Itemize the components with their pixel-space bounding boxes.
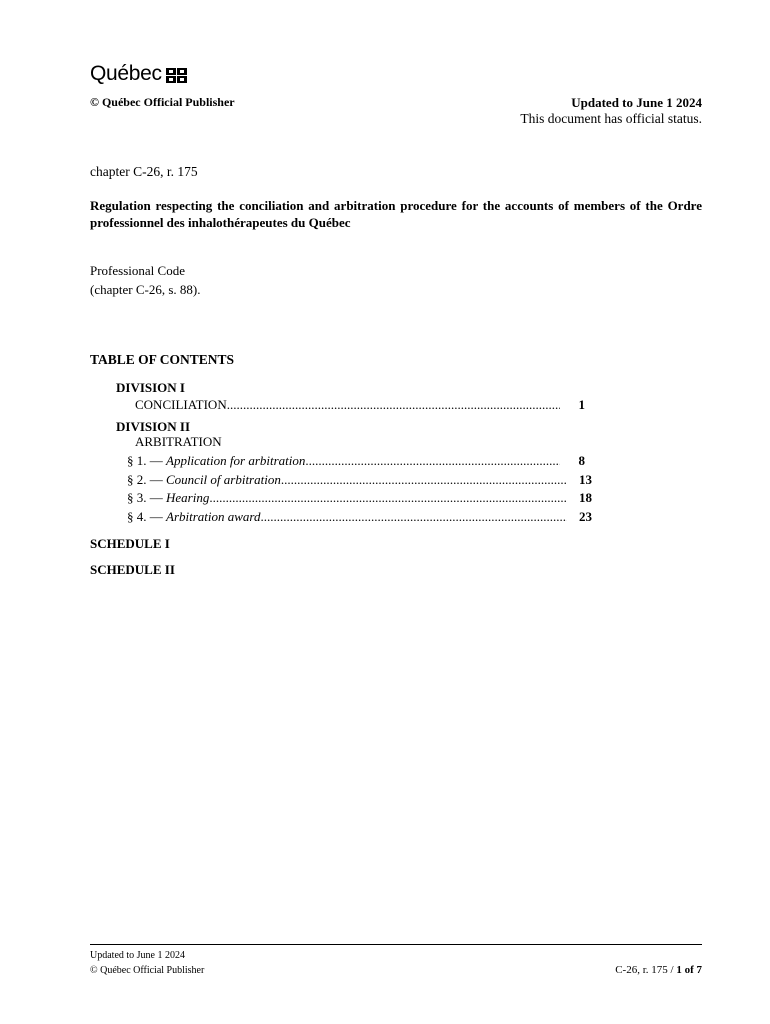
leader-dots [281, 472, 567, 488]
toc-entry-label [127, 509, 261, 525]
toc-entry-page: 18 [579, 490, 592, 505]
toc-entry-prefix: § 1. — [127, 453, 166, 468]
publisher-label: © Québec Official Publisher [90, 95, 235, 109]
toc-entry-conciliation[interactable] [135, 397, 585, 413]
enabling-statute: Professional Code [90, 263, 185, 278]
toc-entry-page: 1 [578, 397, 585, 412]
official-status: This document has official status. [520, 111, 702, 126]
toc-entry-page: 8 [578, 453, 585, 468]
enabling-reference: (chapter C-26, s. 88). [90, 282, 201, 297]
fleur-de-lis-flag-icon [166, 68, 187, 83]
logo-text: Québec [90, 62, 162, 85]
chapter-reference: chapter C-26, r. 175 [90, 164, 198, 179]
toc-division-2-subtitle: ARBITRATION [135, 434, 222, 449]
regulation-title: Regulation respecting the conciliation and arbitration procedure for the accounts of members of the Ordre professionnel des inhalothérapeutes du Québec [90, 198, 702, 230]
toc-entry-label [127, 490, 209, 506]
leader-dots [209, 490, 567, 506]
leader-dots [305, 453, 560, 469]
toc-entry-prefix: § 3. — [127, 490, 166, 505]
toc-schedule-1[interactable]: SCHEDULE I [90, 536, 170, 551]
footer-page-ref [615, 964, 702, 976]
toc-entry-hearing[interactable] [127, 490, 592, 506]
toc-entry-label: CONCILIATION [135, 397, 227, 412]
toc-division-1: DIVISION I [116, 380, 185, 395]
toc-entry-page: 13 [579, 472, 592, 487]
quebec-logo [90, 62, 187, 86]
toc-heading: TABLE OF CONTENTS [90, 352, 235, 367]
toc-entry-award[interactable] [127, 509, 592, 525]
footer-divider [90, 944, 702, 945]
footer-ref: C-26, r. 175 / [615, 964, 677, 976]
toc-entry-application[interactable] [127, 453, 585, 469]
footer-updated: Updated to June 1 2024 [90, 950, 185, 961]
toc-entry-label [127, 453, 305, 469]
toc-entry-prefix: § 2. — [127, 472, 166, 487]
leader-dots [261, 509, 567, 525]
toc-division-2: DIVISION II [116, 419, 191, 434]
toc-entry-text: Application for arbitration [166, 453, 306, 468]
leader-dots [227, 397, 560, 413]
footer-page-number: 1 of 7 [676, 964, 702, 976]
updated-date: Updated to June 1 2024 [571, 95, 702, 110]
toc-schedule-2[interactable]: SCHEDULE II [90, 562, 175, 577]
toc-entry-prefix: § 4. — [127, 509, 166, 524]
toc-entry-text: Arbitration award [166, 509, 261, 524]
toc-entry-text: Council of arbitration [166, 472, 281, 487]
toc-entry-text: Hearing [166, 490, 210, 505]
toc-entry-page: 23 [579, 509, 592, 524]
toc-entry-label [127, 472, 281, 488]
footer-publisher: © Québec Official Publisher [90, 965, 205, 976]
toc-entry-council[interactable] [127, 472, 592, 488]
